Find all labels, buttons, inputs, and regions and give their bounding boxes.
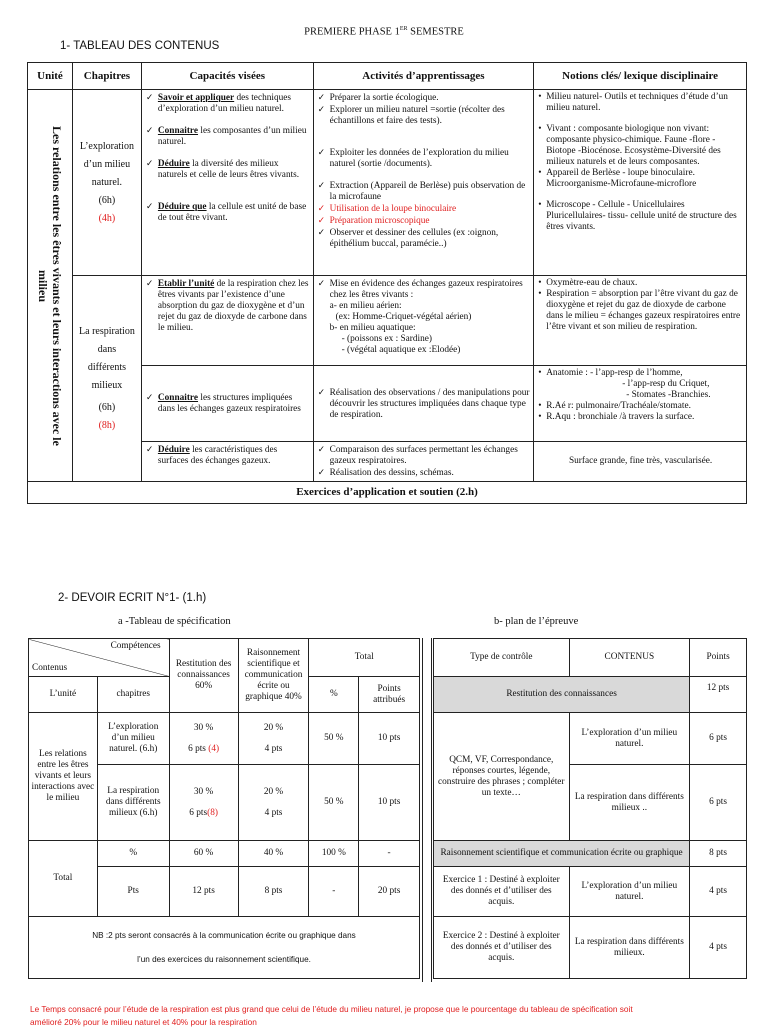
plan-header-row	[434, 639, 747, 677]
plan-ex2-pts: 4 pts	[690, 917, 747, 979]
spec-table	[28, 638, 420, 979]
section1-title: 1- TABLEAU DES CONTENUS	[60, 40, 220, 52]
spec-row1-g	[238, 713, 309, 765]
chapter1-title-3: naturel.	[91, 176, 123, 188]
act1-c: ✓ Exploiter les données de l’exploration du milieu naturel (sortie /documents).	[318, 147, 531, 170]
act2-c-cell	[313, 442, 534, 482]
cap2-a-cell	[141, 276, 313, 366]
spec-total-pts-r: 12 pts	[169, 867, 238, 917]
spec-chapitres-head: chapitres	[97, 677, 169, 713]
not1-d: • Microscope - Cellule - Unicellulaires Pluricellulaires- tissu- cellule unité de structure des êtres vivants.	[538, 200, 743, 233]
spec-competences: Compétences	[110, 641, 161, 651]
plan-ex1-c: L’exploration d’un milieu naturel.	[569, 867, 690, 917]
spec-row2-chapter: La respiration dans différents milieux (6.h)	[97, 765, 169, 841]
col-capacites: Capacités visées	[141, 63, 313, 90]
not1-b: • Vivant : composante biologique non vivant: composante physico-chimique. Faune -flore - Biotope -Biocénose. Ecosystème-Diversité des milieux naturels et de leurs composantes.	[538, 124, 743, 168]
spec-pct-head: %	[309, 677, 359, 713]
not2-a-cell	[534, 276, 747, 366]
act1-a: ✓ Préparer la sortie écologique.	[318, 92, 531, 104]
cap1-a	[146, 92, 310, 115]
plan-row-c1	[434, 713, 747, 765]
note-line1: Le Temps consacré pour l’étude de la respiration est plus grand que celui de l’étude du milieu naturel, je propose que le pourcentage du tableau de spécification soit	[30, 1004, 633, 1014]
plan-raisonnement-row	[434, 841, 747, 867]
plan-ex1-pts: 4 pts	[690, 867, 747, 917]
act2-d: ✓ Réalisation des dessins, schémas.	[318, 467, 531, 479]
spec-row2-r	[169, 765, 238, 841]
contents-footer: Exercices d’application et soutien (2.h)	[28, 482, 747, 504]
act1-d: ✓ Extraction (Appareil de Berlèse) puis observation de la microfaune	[318, 180, 531, 203]
chapter2-title-3: différents	[87, 361, 126, 373]
spec-total-pct-t: 100 %	[309, 841, 359, 867]
col-unite: Unité	[28, 63, 73, 90]
cap2-c-bold: Déduire	[157, 445, 190, 455]
act2-a3: b- en milieu aquatique:	[329, 323, 416, 333]
plan-c1: L’exploration d’un milieu naturel.	[569, 713, 690, 765]
spec-row1-r-pts-red: (4)	[208, 743, 220, 754]
cap1-c-bold: Déduire	[157, 159, 190, 169]
cap1-a-bold: Savoir et appliquer	[157, 93, 235, 103]
chapter1-row	[28, 90, 747, 276]
phase-title	[0, 26, 768, 38]
cap2-a-rest: de la respiration chez les êtres vivants par l’existence d’une absorption du gaz de dioxygène et d’un rejet du gaz de dioxyde de carbone dans le milieu.	[157, 279, 309, 333]
unit-label: Les relations entre les êtres vivants et leurs interactions avec le milieu	[35, 125, 64, 446]
cap2-c-cell	[141, 442, 313, 482]
spec-row2-g-pct: 20 %	[263, 786, 284, 797]
unit-cell	[28, 90, 73, 482]
act2-a: ✓ Mise en évidence des échanges gazeux respiratoires chez les êtres vivants :	[318, 278, 531, 301]
act1-cell	[313, 90, 534, 276]
spec-total-pct-g: 40 %	[238, 841, 309, 867]
chapter2-title-2: dans	[97, 343, 117, 355]
cap1-d-rest: la cellule est unité de base de tout être vivant.	[157, 202, 307, 223]
spec-row1-g-pts: 4 pts	[264, 743, 283, 754]
plan-c2: La respiration dans différents milieux ..	[569, 765, 690, 841]
chapter1-title-1: L’exploration	[79, 140, 134, 152]
plan-c2-pts: 6 pts	[690, 765, 747, 841]
tables-divider	[422, 638, 432, 982]
cap1-d	[146, 201, 310, 224]
chapter1-title-2: d’un milieu	[83, 158, 131, 170]
phase-text: PREMIERE PHASE 1	[304, 26, 400, 38]
cap2-b-cell	[141, 366, 313, 442]
contents-header-row	[28, 63, 747, 90]
spec-corner-cell	[29, 639, 170, 677]
spec-total-pts-g: 8 pts	[238, 867, 309, 917]
spec-row2-g-pts: 4 pts	[264, 807, 283, 818]
note-line2: amélioré 20% pour le milieu naturel et 40% pour la respiration	[30, 1017, 257, 1027]
spec-row1	[29, 713, 420, 765]
spec-raisonnement-head: Raisonnement scientifique et communication écrite ou graphique 40%	[238, 639, 309, 713]
spec-row1-chapter: L’exploration d’un milieu naturel. (6.h)	[97, 713, 169, 765]
chapter2-hours-red: (8h)	[98, 419, 116, 431]
act2-a-cell	[313, 276, 534, 366]
section2-title: 2- DEVOIR ECRIT N°1- (1.h)	[58, 592, 207, 604]
act1-b: ✓ Explorer un milieu naturel =sortie (récolter des échantillons et faire des tests).	[318, 104, 531, 127]
cap1-c-rest: la diversité des milieux naturels et celle de leurs êtres vivants.	[157, 159, 300, 180]
contents-table	[27, 62, 747, 504]
plan-restitution-row	[434, 677, 747, 713]
cap2-b	[146, 392, 310, 415]
plan-table	[433, 638, 747, 979]
spec-nb-cell	[29, 917, 420, 979]
spec-total-pct-r: 60 %	[169, 841, 238, 867]
not1-cell	[534, 90, 747, 276]
spec-restitution-head: Restitution des connaissances 60%	[169, 639, 238, 713]
cap2-c-rest: les caractéristiques des surfaces des échanges gazeux.	[157, 445, 278, 466]
chapter1-hours: (6h)	[98, 194, 116, 206]
plan-ex2: Exercice 2 : Destiné à exploiter des donnés et d’utiliser des acquis.	[434, 917, 570, 979]
not2-c-cell	[534, 366, 747, 442]
spec-total-head: Total	[309, 639, 420, 677]
spec-row2-r-pts-red: (8)	[207, 807, 218, 818]
act1-e: ✓ Utilisation de la loupe binoculaire	[318, 203, 531, 215]
plan-c1-pts: 6 pts	[690, 713, 747, 765]
act1-g: ✓ Observer et dessiner des cellules (ex :oignon, épithélium buccal, paramécie..)	[318, 227, 531, 250]
plan-ex2-c: La respiration dans différents milieux.	[569, 917, 690, 979]
spec-nb-line2: l’un des exercices du raisonnement scientifique.	[137, 954, 311, 964]
chapter2-cell	[72, 276, 141, 482]
spec-total-pct-p: -	[359, 841, 420, 867]
spec-row1-g-pct: 20 %	[263, 722, 284, 733]
spec-row1-r-pct: 30 %	[193, 722, 214, 733]
spec-row2-r-pts: 6 pts	[189, 807, 208, 818]
spec-total-pct-row	[29, 841, 420, 867]
spec-row2-t-pts: 10 pts	[359, 765, 420, 841]
spec-total-pts-p: 20 pts	[359, 867, 420, 917]
spec-nb-row	[29, 917, 420, 979]
spec-unite-head: L’unité	[29, 677, 98, 713]
not2-c2: - l’app-resp du Criquet,	[622, 379, 710, 389]
col-notions: Notions clés/ lexique disciplinaire	[534, 63, 747, 90]
col-chapitres: Chapitres	[72, 63, 141, 90]
cap1-b-bold: Connaitre	[157, 126, 199, 136]
phase-tail: SEMESTRE	[407, 26, 464, 38]
note	[30, 1003, 760, 1029]
spec-subtitle: a -Tableau de spécification	[118, 616, 231, 627]
not2-b: • Respiration = absorption par l’être vivant du gaz de dioxygène et rejet du gaz de dioxyde de carbone dans le milieu = échanges gazeux respiratoires entre l’être vivant et son milieu de respiration.	[538, 289, 743, 333]
chapter1-cell	[72, 90, 141, 276]
plan-ex1-row	[434, 867, 747, 917]
act1-f: ✓ Préparation microscopique	[318, 215, 531, 227]
contents-footer-row	[28, 482, 747, 504]
not2-c3: - Stomates -Branchies.	[626, 390, 711, 400]
plan-restitution-pts: 12 pts	[690, 677, 747, 713]
cap2-a-bold: Etablir l’unité	[157, 279, 215, 289]
spec-row2-t-pct: 50 %	[309, 765, 359, 841]
spec-points-head: Points attribués	[359, 677, 420, 713]
spec-row1-r-pts: 6 pts	[188, 743, 209, 754]
not1-c: • Appareil de Berlèse - loupe binoculaire. Microorganisme-Microfaune-microflore	[538, 168, 743, 190]
plan-types: QCM, VF, Correspondance, réponses courtes, légende, construire des phrases ; compléter un texte…	[434, 713, 570, 841]
cap1-b-rest: les composantes d’un milieu naturel.	[157, 126, 307, 147]
chapter1-hours-red: (4h)	[98, 212, 116, 224]
not1-a: • Milieu naturel- Outils et techniques d’étude d’un milieu naturel.	[538, 92, 743, 114]
col-activites: Activités d’apprentissages	[313, 63, 534, 90]
cap2-a	[146, 278, 310, 334]
plan-points-head: Points	[690, 639, 747, 677]
not2-e: • R.Aqu : bronchiale /à travers la surface.	[538, 412, 743, 423]
spec-row1-t-pts: 10 pts	[359, 713, 420, 765]
spec-unit-cell: Les relations entre les êtres vivants et leurs interactions avec le milieu	[29, 713, 98, 841]
chapter2-hours: (6h)	[98, 401, 116, 413]
not2-f-cell: Surface grande, fine très, vascularisée.	[534, 442, 747, 482]
plan-subtitle: b- plan de l’épreuve	[494, 616, 579, 627]
spec-row1-r-pts-wrap	[172, 744, 236, 755]
chapter2-title-4: milieux	[91, 379, 123, 391]
spec-nb-line1: NB :2 pts seront consacrés à la communication écrite ou graphique dans	[92, 930, 356, 940]
spec-row2-r-pts-wrap	[172, 808, 236, 819]
cap2-b-bold: Connaitre	[157, 393, 199, 403]
phase-sup: ER	[399, 26, 408, 32]
act2-b-cell	[313, 366, 534, 442]
act2-a1: a- en milieu aérien:	[329, 301, 402, 311]
spec-row1-r	[169, 713, 238, 765]
spec-contenus: Contenus	[32, 663, 68, 673]
spec-total-pts-t: -	[309, 867, 359, 917]
plan-type-head: Type de contrôle	[434, 639, 570, 677]
chapter2-title-1: La respiration	[79, 325, 135, 337]
cap1-c	[146, 158, 310, 181]
plan-contenus-head: CONTENUS	[569, 639, 690, 677]
cap1-cell	[141, 90, 313, 276]
spec-row2-r-pct: 30 %	[193, 786, 214, 797]
not2-a: • Oxymètre-eau de chaux.	[538, 278, 743, 289]
not2-d: • R.Aé r: pulmonaire/Trachéale/stomate.	[538, 401, 743, 412]
act2-a4: - (poissons ex : Sardine)	[341, 334, 432, 344]
plan-restitution: Restitution des connaissances	[434, 677, 690, 713]
act2-c: ✓ Comparaison des surfaces permettant les échanges gazeux respiratoires.	[318, 444, 531, 467]
act2-b: ✓ Réalisation des observations / des manipulations pour découvrir les structures impliquées dans chaque type de respiration.	[318, 387, 531, 421]
cap2-b-rest: les structures impliquées dans les échanges gazeux respiratoires	[157, 393, 301, 414]
spec-row2-g	[238, 765, 309, 841]
cap1-b	[146, 125, 310, 148]
spec-total-pts-label: Pts	[97, 867, 169, 917]
cap1-a-rest: des techniques d’exploration d’un milieu naturel.	[157, 93, 291, 114]
plan-ex2-row	[434, 917, 747, 979]
spec-header-row	[29, 639, 420, 677]
plan-ex1: Exercice 1 : Destiné à exploiter des donnés et d’utiliser des acquis.	[434, 867, 570, 917]
act2-a5: - (végétal aquatique ex :Elodée)	[341, 345, 461, 355]
chapter2-row-a	[28, 276, 747, 366]
plan-raisonnement-pts: 8 pts	[690, 841, 747, 867]
act2-a2: (ex: Homme-Criquet-végétal aérien)	[335, 312, 472, 322]
plan-raisonnement: Raisonnement scientifique et communication écrite ou graphique	[434, 841, 690, 867]
spec-row1-t-pct: 50 %	[309, 713, 359, 765]
cap2-c	[146, 444, 310, 467]
spec-total-pct-label: %	[97, 841, 169, 867]
not2-c1: • Anatomie : - l’app-resp de l’homme,	[538, 368, 743, 379]
spec-total-label: Total	[29, 841, 98, 917]
cap1-d-bold: Déduire que	[157, 202, 207, 212]
